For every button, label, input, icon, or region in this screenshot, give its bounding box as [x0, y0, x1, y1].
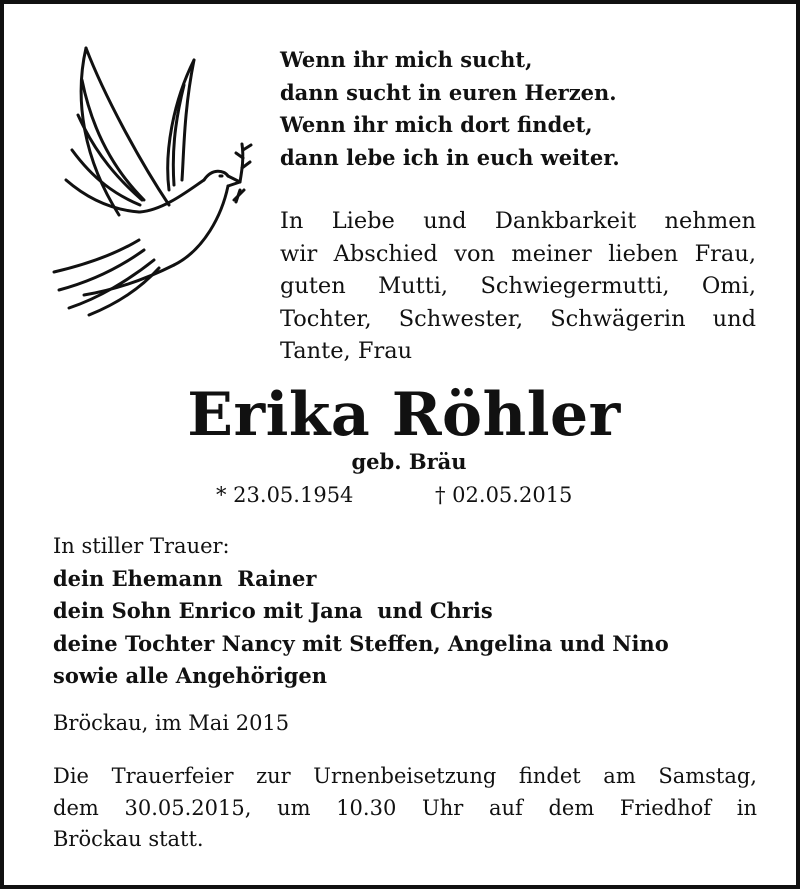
dove-icon [44, 40, 259, 325]
place-date: Bröckau, im Mai 2015 [53, 711, 290, 735]
mourner-line: sowie alle Angehörigen [53, 663, 328, 688]
mourner-line: dein Sohn Enrico mit Jana und Chris [53, 598, 493, 623]
poem-line: dann lebe ich in euch weiter. [280, 144, 620, 170]
intro-line: Tante, Frau [280, 338, 413, 364]
mourners-label: In stiller Trauer: [53, 534, 230, 558]
poem [280, 44, 760, 174]
funeral-notice [53, 761, 757, 856]
intro-text [280, 205, 756, 368]
intro-line: Tochter, Schwester, Schwägerin und [280, 305, 756, 332]
poem-line: Wenn ihr mich dort findet, [280, 112, 593, 137]
notice-line: dem 30.05.2015, um 10.30 Uhr auf dem Friedhof in [53, 795, 757, 820]
notice-line: Bröckau statt. [53, 827, 204, 851]
intro-line: wir Abschied von meiner lieben Frau, [280, 240, 756, 267]
deceased-name: Erika Röhler [187, 380, 621, 450]
poem-line: Wenn ihr mich sucht, [280, 47, 533, 72]
birth-date: * 23.05.1954 [216, 483, 354, 507]
intro-line: In Liebe und Dankbarkeit nehmen [280, 208, 756, 234]
death-date: † 02.05.2015 [435, 483, 573, 507]
notice-line: Die Trauerfeier zur Urnenbeisetzung findet am Samstag, [53, 764, 757, 788]
intro-line: guten Mutti, Schwiegermutti, Omi, [280, 273, 756, 299]
maiden-name: geb. Bräu [351, 449, 467, 474]
life-dates [216, 479, 616, 511]
mourner-line: dein Ehemann Rainer [53, 565, 317, 591]
mourners-block [53, 530, 763, 693]
mourner-line: deine Tochter Nancy mit Steffen, Angelina und Nino [53, 630, 669, 656]
poem-line: dann sucht in euren Herzen. [280, 79, 617, 105]
